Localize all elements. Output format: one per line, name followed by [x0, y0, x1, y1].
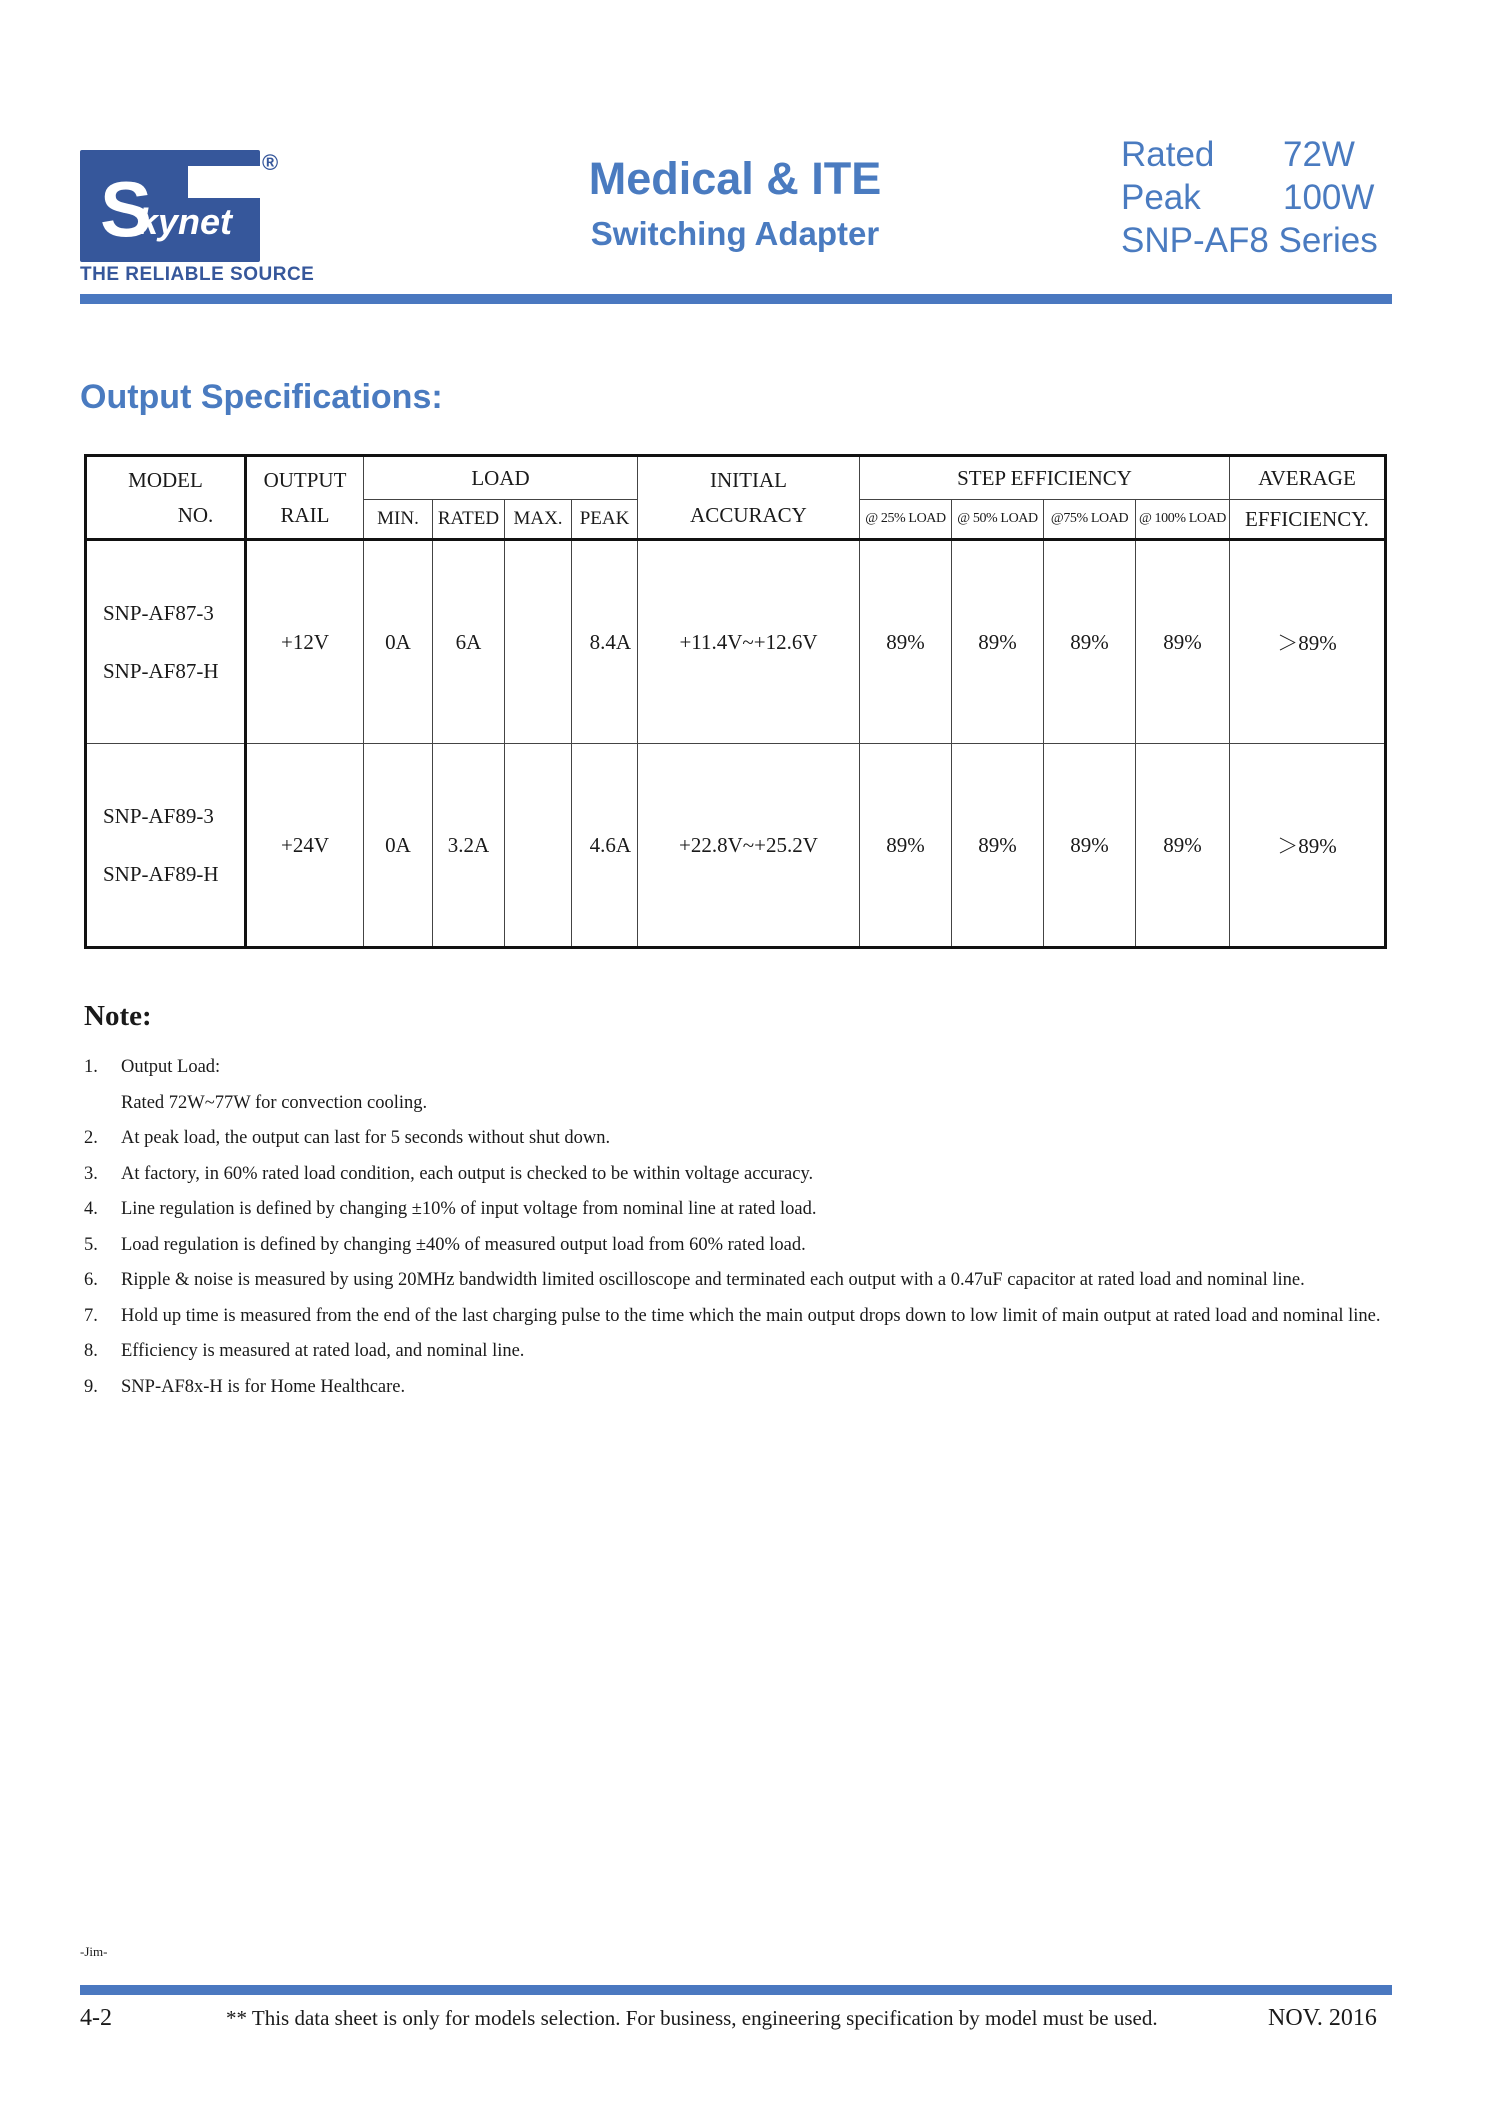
cell-eff-100: 89%: [1136, 744, 1230, 948]
note-text: Efficiency is measured at rated load, and nominal line.: [121, 1341, 525, 1361]
note-text: Line regulation is defined by changing ±10% of input voltage from nominal line at rated load.: [121, 1199, 817, 1219]
header-divider: [80, 294, 1392, 304]
note-text: Hold up time is measured from the end of the last charging pulse to the time which the main output drops down to low limit of main output at rated load and nominal line.: [121, 1305, 1381, 1326]
list-item: [84, 1192, 1386, 1228]
note-heading: Note:: [84, 1000, 152, 1032]
model-name: SNP-AF87-H: [103, 659, 219, 683]
header-eff-50: @ 50% LOAD: [952, 500, 1044, 540]
cell-eff-50: 89%: [952, 744, 1044, 948]
header-accuracy-line1: INITIAL: [710, 467, 787, 492]
note-text: Rated 72W~77W for convection cooling.: [121, 1092, 428, 1113]
model-name: SNP-AF89-3: [103, 804, 214, 828]
note-number: 8.: [84, 1341, 98, 1361]
model-name: SNP-AF87-3: [103, 601, 214, 625]
header-output-line2: RAIL: [280, 502, 330, 527]
footer-date: NOV. 2016: [1268, 2005, 1377, 2031]
note-text: At peak load, the output can last for 5 seconds without shut down.: [121, 1128, 611, 1148]
note-text: Load regulation is defined by changing ±40% of measured output load from 60% rated load.: [121, 1234, 806, 1255]
rated-label: Rated: [1121, 135, 1215, 174]
list-item: [84, 1228, 1386, 1264]
footer-disclaimer: ** This data sheet is only for models selection. For business, engineering specification by model must be used.: [226, 2006, 1158, 2030]
peak-row: [1121, 176, 1378, 219]
footer-divider: [80, 1985, 1392, 1995]
cell-eff-25: 89%: [860, 744, 952, 948]
note-text: Output Load:: [121, 1057, 221, 1077]
header-eff-25: @ 25% LOAD: [860, 500, 952, 540]
cell-rated: 3.2A: [433, 744, 505, 948]
logo-word: kynet: [138, 201, 233, 242]
note-number: 9.: [84, 1376, 98, 1397]
list-item: [84, 1121, 1386, 1157]
notes-list: [84, 1050, 1386, 1405]
header-max: MAX.: [505, 500, 572, 540]
note-text: At factory, in 60% rated load condition, each output is checked to be within voltage accuracy.: [121, 1163, 814, 1184]
header-rated: RATED: [433, 500, 505, 540]
cell-average: ＞89%: [1230, 744, 1386, 948]
skynet-logo: [80, 150, 260, 262]
note-number: 4.: [84, 1199, 98, 1219]
page-title: Medical & ITE: [588, 153, 882, 204]
header-average-line2: EFFICIENCY.: [1230, 500, 1386, 540]
note-number: 3.: [84, 1163, 98, 1184]
cell-max: [505, 540, 572, 744]
cell-rail: +12V: [246, 540, 364, 744]
cell-min: 0A: [364, 744, 433, 948]
cell-eff-75: 89%: [1044, 744, 1136, 948]
rating-block: [1121, 133, 1378, 262]
cell-rated: 6A: [433, 540, 505, 744]
table-header-row: [86, 456, 1386, 500]
table-row: [86, 540, 1386, 744]
cell-max: [505, 744, 572, 948]
cell-accuracy: +11.4V~+12.6V: [638, 540, 860, 744]
table-row: [86, 744, 1386, 948]
note-number: 7.: [84, 1305, 98, 1326]
header-model-line1: MODEL: [128, 467, 203, 492]
cell-accuracy: +22.8V~+25.2V: [638, 744, 860, 948]
cell-average: ＞89%: [1230, 540, 1386, 744]
header-eff-100: @ 100% LOAD: [1136, 500, 1230, 540]
header-accuracy-line2: ACCURACY: [690, 502, 807, 527]
cell-rail: +24V: [246, 744, 364, 948]
output-spec-table: [84, 454, 1387, 949]
list-item: [84, 1370, 1386, 1406]
cell-min: 0A: [364, 540, 433, 744]
cell-peak: 8.4A: [572, 540, 638, 744]
cell-eff-25: 89%: [860, 540, 952, 744]
header-model-line2: NO.: [177, 502, 214, 527]
note-number: 2.: [84, 1128, 98, 1148]
page-subtitle: Switching Adapter: [590, 215, 880, 252]
logo-letter: S: [100, 165, 153, 253]
peak-value: 100W: [1283, 178, 1375, 217]
page-number: 4-2: [80, 2005, 112, 2031]
cell-eff-50: 89%: [952, 540, 1044, 744]
author-mark: -Jim-: [80, 1944, 108, 1959]
cell-model: [86, 540, 246, 744]
list-item: [84, 1299, 1386, 1335]
header-model: [86, 456, 246, 540]
model-name: SNP-AF89-H: [103, 862, 219, 886]
note-number: 1.: [84, 1057, 98, 1077]
header-peak: PEAK: [572, 500, 638, 540]
section-title: Output Specifications:: [80, 378, 443, 416]
logo-mark: [80, 150, 260, 262]
cell-peak: 4.6A: [572, 744, 638, 948]
cell-eff-100: 89%: [1136, 540, 1230, 744]
logo-tagline: THE RELIABLE SOURCE: [80, 264, 315, 285]
series-name: SNP-AF8 Series: [1121, 221, 1378, 260]
cell-eff-75: 89%: [1044, 540, 1136, 744]
list-item: [84, 1263, 1386, 1299]
cell-model: [86, 744, 246, 948]
registered-mark: ®: [262, 150, 279, 175]
rated-value: 72W: [1283, 135, 1355, 174]
note-text: SNP-AF8x-H is for Home Healthcare.: [121, 1376, 406, 1397]
header-load: LOAD: [364, 456, 638, 500]
header-step-efficiency: STEP EFFICIENCY: [860, 456, 1230, 500]
list-item: [84, 1050, 1386, 1121]
list-item: [84, 1334, 1386, 1370]
header-eff-75: @75% LOAD: [1044, 500, 1136, 540]
header-min: MIN.: [364, 500, 433, 540]
header-output: [246, 456, 364, 540]
note-number: 5.: [84, 1234, 98, 1255]
header-accuracy: [638, 456, 860, 540]
header-output-line1: OUTPUT: [263, 467, 347, 492]
header-average: AVERAGE: [1230, 456, 1386, 500]
note-number: 6.: [84, 1270, 98, 1290]
rated-row: [1121, 133, 1378, 176]
list-item: [84, 1157, 1386, 1193]
peak-label: Peak: [1121, 178, 1201, 217]
note-text: Ripple & noise is measured by using 20MHz bandwidth limited oscilloscope and terminated each output with a 0.47uF capacitor at rated load and nominal line.: [121, 1270, 1305, 1290]
